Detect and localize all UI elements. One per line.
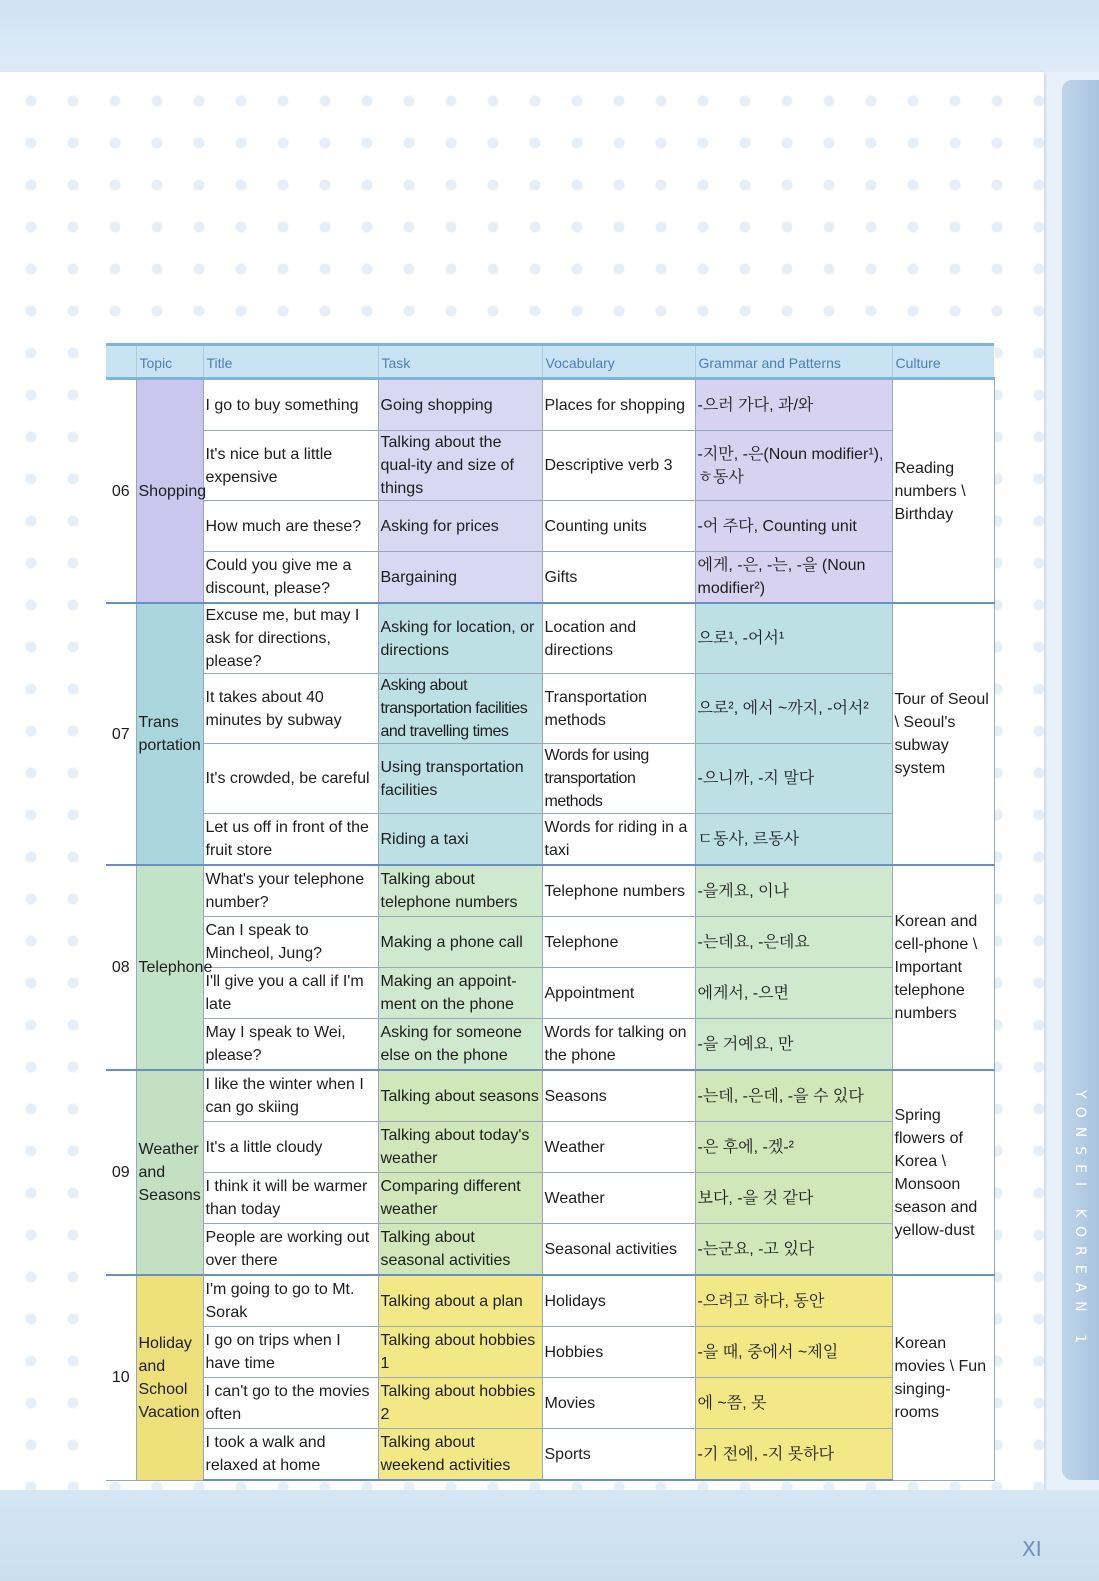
lesson-vocab: Words for riding in a taxi bbox=[542, 814, 695, 866]
bottom-band bbox=[0, 1490, 1099, 1581]
table-row bbox=[106, 1070, 994, 1122]
lesson-title: I like the winter when I can go skiing bbox=[203, 1070, 378, 1122]
lesson-task: Talking about the qual-ity and size of things bbox=[378, 431, 542, 501]
unit-topic: Weather and Seasons bbox=[136, 1070, 203, 1275]
table-row bbox=[106, 968, 994, 1019]
lesson-vocab: Telephone numbers bbox=[542, 865, 695, 917]
lesson-vocab: Gifts bbox=[542, 552, 695, 604]
lesson-vocab: Weather bbox=[542, 1173, 695, 1224]
unit-topic: Trans portation bbox=[136, 603, 203, 865]
lesson-title: People are working out over there bbox=[203, 1224, 378, 1276]
lesson-task: Talking about a plan bbox=[378, 1275, 542, 1327]
lesson-title: It's nice but a little expensive bbox=[203, 431, 378, 501]
lesson-grammar: 으로², 에서 ~까지, -어서² bbox=[695, 674, 892, 744]
lesson-vocab: Places for shopping bbox=[542, 379, 695, 431]
lesson-vocab: Descriptive verb 3 bbox=[542, 431, 695, 501]
unit-topic: Shopping bbox=[136, 379, 203, 604]
lesson-task: Talking about telephone numbers bbox=[378, 865, 542, 917]
table-row bbox=[106, 917, 994, 968]
lesson-title: I took a walk and relaxed at home bbox=[203, 1429, 378, 1481]
unit-culture: Korean movies \ Fun singing-rooms bbox=[892, 1275, 994, 1480]
lesson-title: I'm going to go to Mt. Sorak bbox=[203, 1275, 378, 1327]
lesson-grammar: 에게, -은, -는, -을 (Noun modifier²) bbox=[695, 552, 892, 604]
header-vocabulary: Vocabulary bbox=[542, 345, 695, 379]
table-row bbox=[106, 431, 994, 501]
lesson-title: I go to buy something bbox=[203, 379, 378, 431]
lesson-vocab: Sports bbox=[542, 1429, 695, 1481]
lesson-title: I'll give you a call if I'm late bbox=[203, 968, 378, 1019]
table-row bbox=[106, 1429, 994, 1481]
lesson-grammar: -는군요, -고 있다 bbox=[695, 1224, 892, 1276]
header-culture: Culture bbox=[892, 345, 994, 379]
lesson-vocab: Transportation methods bbox=[542, 674, 695, 744]
lesson-task: Comparing different weather bbox=[378, 1173, 542, 1224]
lesson-task: Talking about seasons bbox=[378, 1070, 542, 1122]
lesson-task: Asking for location, or directions bbox=[378, 603, 542, 674]
table-row bbox=[106, 744, 994, 814]
lesson-task: Bargaining bbox=[378, 552, 542, 604]
lesson-title: Excuse me, but may I ask for directions, please? bbox=[203, 603, 378, 674]
table-row bbox=[106, 379, 994, 431]
lesson-vocab: Seasons bbox=[542, 1070, 695, 1122]
unit-culture: Tour of Seoul \ Seoul's subway system bbox=[892, 603, 994, 865]
lesson-grammar: -으러 가다, 과/와 bbox=[695, 379, 892, 431]
lesson-vocab: Weather bbox=[542, 1122, 695, 1173]
lesson-vocab: Words for using transportation methods bbox=[542, 744, 695, 814]
curriculum-table bbox=[106, 343, 995, 1481]
unit-culture: Reading numbers \ Birthday bbox=[892, 379, 994, 604]
unit-number: 08 bbox=[106, 865, 136, 1070]
table-row bbox=[106, 1019, 994, 1071]
lesson-title: How much are these? bbox=[203, 501, 378, 552]
lesson-vocab: Movies bbox=[542, 1378, 695, 1429]
lesson-task: Talking about seasonal activities bbox=[378, 1224, 542, 1276]
table-row bbox=[106, 603, 994, 674]
unit-culture: Spring flowers of Korea \ Monsoon season and yellow-dust bbox=[892, 1070, 994, 1275]
lesson-title: Could you give me a discount, please? bbox=[203, 552, 378, 604]
header-task: Task bbox=[378, 345, 542, 379]
lesson-vocab: Counting units bbox=[542, 501, 695, 552]
unit-number: 06 bbox=[106, 379, 136, 604]
lesson-title: It's crowded, be careful bbox=[203, 744, 378, 814]
lesson-title: I can't go to the movies often bbox=[203, 1378, 378, 1429]
lesson-grammar: -지만, -은(Noun modifier¹), ㅎ동사 bbox=[695, 431, 892, 501]
lesson-grammar: -을게요, 이나 bbox=[695, 865, 892, 917]
table-row bbox=[106, 1378, 994, 1429]
unit-culture: Korean and cell-phone \ Important telephone numbers bbox=[892, 865, 994, 1070]
header-grammar: Grammar and Patterns bbox=[695, 345, 892, 379]
page-number: XI bbox=[1022, 1537, 1042, 1561]
lesson-task: Talking about weekend activities bbox=[378, 1429, 542, 1481]
lesson-title: It takes about 40 minutes by subway bbox=[203, 674, 378, 744]
lesson-task: Asking for someone else on the phone bbox=[378, 1019, 542, 1071]
lesson-grammar: -으니까, -지 말다 bbox=[695, 744, 892, 814]
lesson-grammar: -는데요, -은데요 bbox=[695, 917, 892, 968]
lesson-task: Riding a taxi bbox=[378, 814, 542, 866]
lesson-title: What's your telephone number? bbox=[203, 865, 378, 917]
lesson-grammar: 에 ~쯤, 못 bbox=[695, 1378, 892, 1429]
table-row bbox=[106, 1224, 994, 1276]
lesson-grammar: -은 후에, -겠-² bbox=[695, 1122, 892, 1173]
unit-number: 10 bbox=[106, 1275, 136, 1480]
header-topic: Topic bbox=[136, 345, 203, 379]
lesson-task: Talking about hobbies 2 bbox=[378, 1378, 542, 1429]
table-row bbox=[106, 501, 994, 552]
lesson-title: Let us off in front of the fruit store bbox=[203, 814, 378, 866]
lesson-grammar: -을 때, 중에서 ~제일 bbox=[695, 1327, 892, 1378]
lesson-grammar: 에게서, -으면 bbox=[695, 968, 892, 1019]
lesson-grammar: 보다, -을 것 같다 bbox=[695, 1173, 892, 1224]
unit-topic: Telephone bbox=[136, 865, 203, 1070]
table-row bbox=[106, 674, 994, 744]
side-label: YONSEI KOREAN 1 bbox=[1072, 1090, 1088, 1353]
table-row bbox=[106, 1327, 994, 1378]
lesson-vocab: Location and directions bbox=[542, 603, 695, 674]
lesson-task: Using transportation facilities bbox=[378, 744, 542, 814]
lesson-task: Asking for prices bbox=[378, 501, 542, 552]
top-band bbox=[0, 0, 1099, 72]
header-title: Title bbox=[203, 345, 378, 379]
lesson-task: Talking about hobbies 1 bbox=[378, 1327, 542, 1378]
table-row bbox=[106, 865, 994, 917]
lesson-task: Making an appoint-ment on the phone bbox=[378, 968, 542, 1019]
header-row bbox=[106, 345, 994, 379]
lesson-task: Making a phone call bbox=[378, 917, 542, 968]
unit-number: 07 bbox=[106, 603, 136, 865]
lesson-task: Going shopping bbox=[378, 379, 542, 431]
lesson-title: It's a little cloudy bbox=[203, 1122, 378, 1173]
lesson-grammar: -는데, -은데, -을 수 있다 bbox=[695, 1070, 892, 1122]
table-row bbox=[106, 1122, 994, 1173]
lesson-title: I go on trips when I have time bbox=[203, 1327, 378, 1378]
lesson-vocab: Seasonal activities bbox=[542, 1224, 695, 1276]
lesson-vocab: Words for talking on the phone bbox=[542, 1019, 695, 1071]
lesson-task: Asking about transportation facilities and travelling times bbox=[378, 674, 542, 744]
table-row bbox=[106, 552, 994, 604]
lesson-grammar: -기 전에, -지 못하다 bbox=[695, 1429, 892, 1481]
lesson-grammar: ㄷ동사, 르동사 bbox=[695, 814, 892, 866]
table-row bbox=[106, 814, 994, 866]
lesson-vocab: Hobbies bbox=[542, 1327, 695, 1378]
lesson-title: I think it will be warmer than today bbox=[203, 1173, 378, 1224]
lesson-title: Can I speak to Mincheol, Jung? bbox=[203, 917, 378, 968]
lesson-grammar: 으로¹, -어서¹ bbox=[695, 603, 892, 674]
unit-topic: Holiday and School Vacation bbox=[136, 1275, 203, 1480]
lesson-vocab: Telephone bbox=[542, 917, 695, 968]
lesson-grammar: -을 거예요, 만 bbox=[695, 1019, 892, 1071]
table-row bbox=[106, 1173, 994, 1224]
unit-number: 09 bbox=[106, 1070, 136, 1275]
lesson-vocab: Appointment bbox=[542, 968, 695, 1019]
lesson-title: May I speak to Wei, please? bbox=[203, 1019, 378, 1071]
table-row bbox=[106, 1275, 994, 1327]
lesson-vocab: Holidays bbox=[542, 1275, 695, 1327]
lesson-grammar: -어 주다, Counting unit bbox=[695, 501, 892, 552]
lesson-task: Talking about today's weather bbox=[378, 1122, 542, 1173]
lesson-grammar: -으려고 하다, 동안 bbox=[695, 1275, 892, 1327]
